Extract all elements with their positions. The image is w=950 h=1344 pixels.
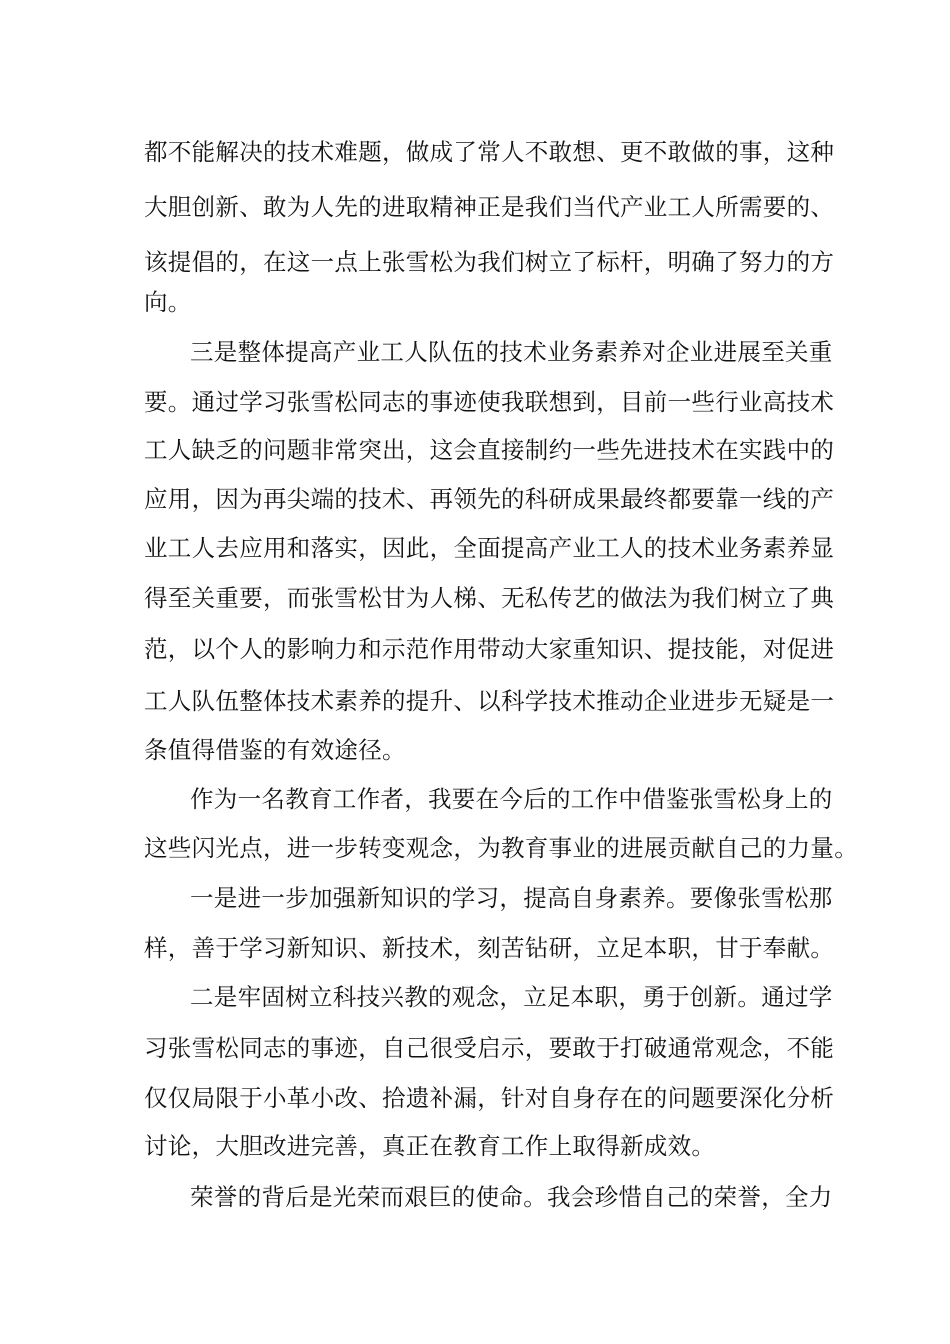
text-line: 要。通过学习张雪松同志的事迹使我联想到，目前一些行业高技术 (144, 388, 835, 416)
text-line: 仅仅局限于小革小改、拾遗补漏，针对自身存在的问题要深化分析 (144, 1084, 835, 1112)
text-line: 大胆创新、敢为人先的进取精神正是我们当代产业工人所需要的、 (144, 193, 835, 221)
text-line: 向。 (144, 288, 192, 316)
text-line: 二是牢固树立科技兴教的观念，立足本职，勇于创新。通过学 (190, 983, 833, 1011)
text-line: 讨论，大胆改进完善，真正在教育工作上取得新成效。 (144, 1132, 716, 1160)
text-line: 范，以个人的影响力和示范作用带动大家重知识、提技能，对促进 (144, 635, 835, 663)
text-line: 该提倡的，在这一点上张雪松为我们树立了标杆，明确了努力的方 (144, 248, 835, 276)
text-line: 应用，因为再尖端的技术、再领先的科研成果最终都要靠一线的产 (144, 485, 835, 513)
text-line: 习张雪松同志的事迹，自己很受启示，要敢于打破通常观念，不能 (144, 1034, 835, 1062)
text-line: 这些闪光点，进一步转变观念，为教育事业的进展贡献自己的力量。 (144, 834, 858, 862)
text-line: 工人缺乏的问题非常突出，这会直接制约一些先进技术在实践中的 (144, 436, 835, 464)
text-line: 样，善于学习新知识、新技术，刻苦钻研，立足本职，甘于奉献。 (144, 934, 835, 962)
text-line: 荣誉的背后是光荣而艰巨的使命。我会珍惜自己的荣誉，全力 (190, 1183, 833, 1211)
text-line: 一是进一步加强新知识的学习，提高自身素养。要像张雪松那 (190, 884, 833, 912)
text-line: 条值得借鉴的有效途径。 (144, 736, 406, 764)
text-line: 业工人去应用和落实，因此，全面提高产业工人的技术业务素养显 (144, 534, 835, 562)
text-line: 都不能解决的技术难题，做成了常人不敢想、更不敢做的事，这种 (144, 138, 835, 166)
text-line: 三是整体提高产业工人队伍的技术业务素养对企业进展至关重 (190, 338, 833, 366)
text-line: 作为一名教育工作者，我要在今后的工作中借鉴张雪松身上的 (190, 785, 833, 813)
text-line: 得至关重要，而张雪松甘为人梯、无私传艺的做法为我们树立了典 (144, 584, 835, 612)
text-line: 工人队伍整体技术素养的提升、以科学技术推动企业进步无疑是一 (144, 687, 835, 715)
